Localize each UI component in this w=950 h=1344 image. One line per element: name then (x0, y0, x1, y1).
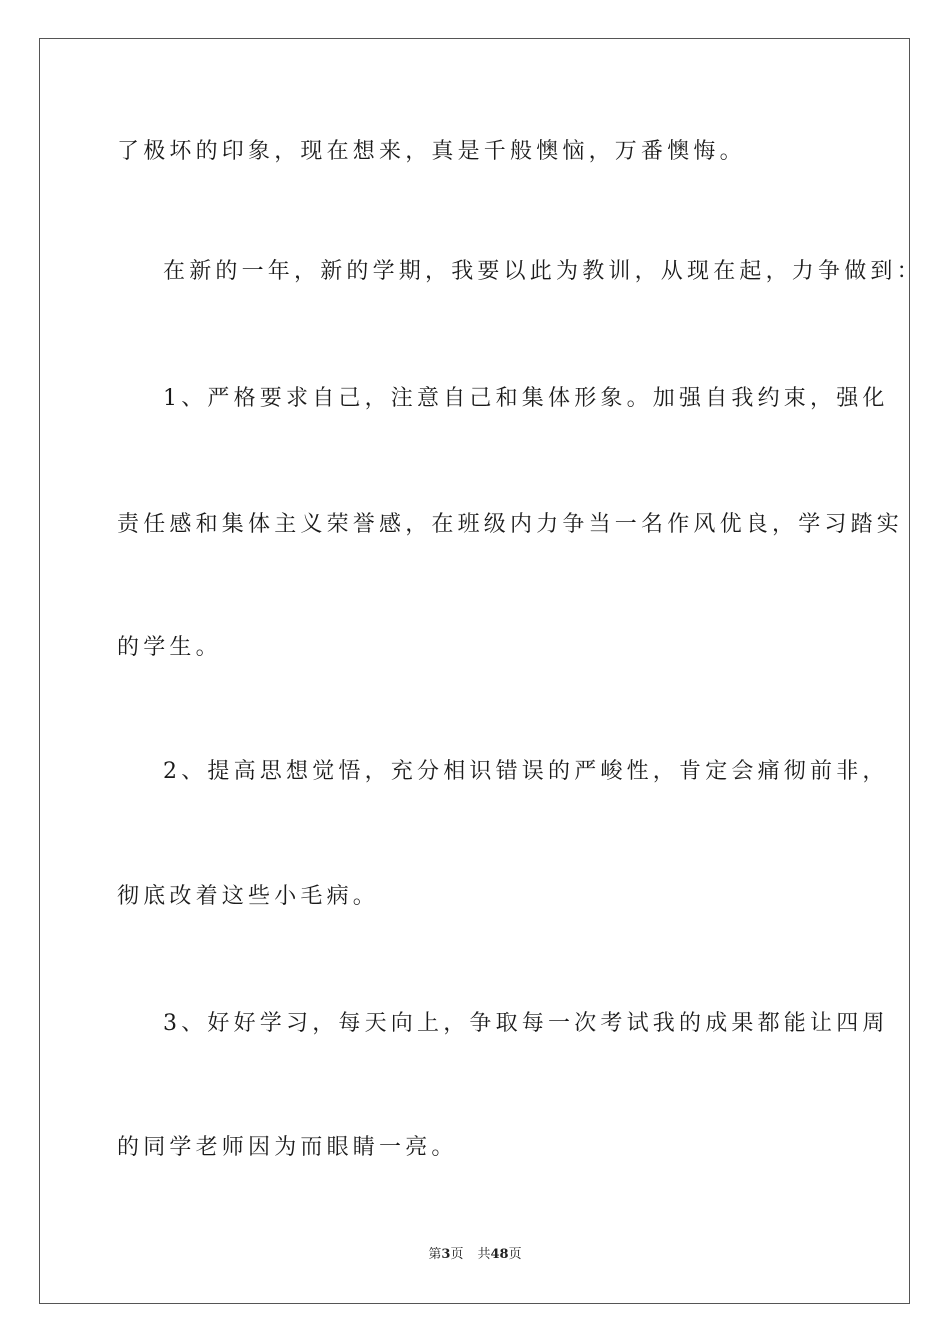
text-line: 了极坏的印象，现在想来，真是千般懊恼，万番懊悔。 (117, 139, 746, 164)
page-suffix: 页 (450, 1247, 464, 1262)
total-suffix: 页 (508, 1247, 522, 1262)
text-line: 彻底改着这些小毛病。 (117, 884, 380, 909)
total-page-count: 48 (490, 1247, 509, 1262)
current-page-number: 3 (441, 1247, 451, 1262)
text-line: 2、提高思想觉悟，充分相识错误的严峻性，肯定会痛彻前非， (163, 759, 889, 784)
text-line: 3、好好学习，每天向上，争取每一次考试我的成果都能让四周 (163, 1011, 889, 1036)
text-line: 1、严格要求自己，注意自己和集体形象。加强自我约束，强化 (163, 386, 889, 411)
total-prefix: 共 (477, 1247, 491, 1262)
text-line: 的学生。 (117, 635, 222, 660)
text-line: 的同学老师因为而眼睛一亮。 (117, 1135, 458, 1160)
text-line: 在新的一年，新的学期，我要以此为教训，从现在起，力争做到： (163, 259, 923, 284)
text-line: 责任感和集体主义荣誉感，在班级内力争当一名作风优良，学习踏实 (117, 512, 904, 537)
page-frame (39, 38, 910, 1304)
page-prefix: 第 (428, 1247, 442, 1262)
page-footer (0, 1246, 950, 1264)
